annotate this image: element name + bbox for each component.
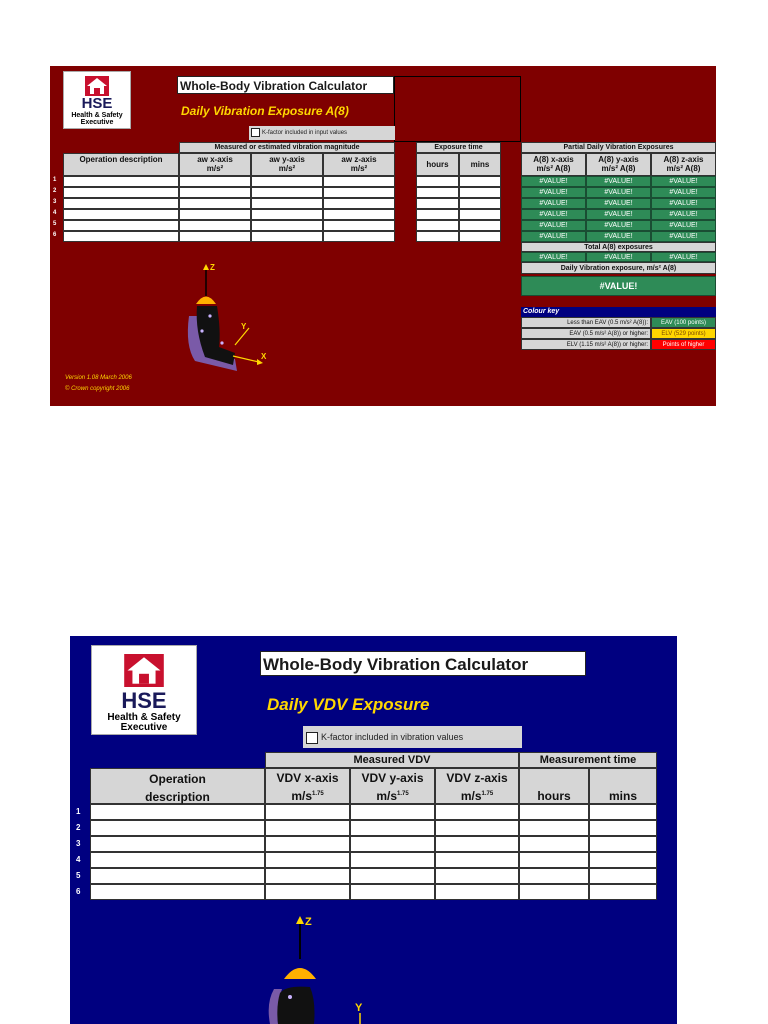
colour-key-label: Less than EAV (0.5 m/s² A(8)): — [521, 317, 651, 328]
colour-key-swatch: Points of higher — [651, 339, 716, 350]
value-input[interactable] — [435, 836, 519, 852]
merged-cell-outline — [394, 76, 521, 142]
page-title: Whole-Body Vibration Calculator — [177, 76, 394, 94]
value-input[interactable] — [350, 884, 435, 900]
col-operation-header: Operation description — [90, 768, 265, 804]
value-input[interactable] — [435, 852, 519, 868]
operation-input[interactable] — [63, 220, 179, 231]
value-input[interactable] — [323, 209, 395, 220]
value-input[interactable] — [435, 884, 519, 900]
value-input[interactable] — [519, 836, 589, 852]
value-input[interactable] — [323, 198, 395, 209]
partial-exposure-cell: #VALUE! — [586, 231, 651, 242]
partial-exposure-cell: #VALUE! — [586, 220, 651, 231]
value-input[interactable] — [459, 231, 501, 242]
kfactor-checkbox[interactable] — [303, 726, 522, 748]
value-input[interactable] — [435, 868, 519, 884]
partial-exposure-cell: #VALUE! — [651, 187, 716, 198]
operation-input[interactable] — [90, 868, 265, 884]
value-input[interactable] — [589, 836, 657, 852]
value-input[interactable] — [416, 187, 459, 198]
col-az-header: aw z-axis m/s² — [323, 153, 395, 176]
col-hours-header: hours — [519, 768, 589, 804]
value-input[interactable] — [179, 187, 251, 198]
svg-text:Y: Y — [241, 322, 247, 331]
value-input[interactable] — [265, 884, 350, 900]
value-input[interactable] — [251, 176, 323, 187]
value-input[interactable] — [251, 187, 323, 198]
value-input[interactable] — [323, 220, 395, 231]
daily-exposure-label: Daily Vibration exposure, m/s² A(8) — [521, 262, 716, 274]
partial-exposure-cell: #VALUE! — [651, 198, 716, 209]
operation-input[interactable] — [90, 804, 265, 820]
operation-input[interactable] — [90, 884, 265, 900]
row-number: 5 — [53, 221, 57, 227]
partial-exposure-cell: #VALUE! — [586, 176, 651, 187]
col-mins-header: mins — [589, 768, 657, 804]
value-input[interactable] — [179, 209, 251, 220]
value-input[interactable] — [265, 868, 350, 884]
value-input[interactable] — [416, 176, 459, 187]
value-input[interactable] — [519, 884, 589, 900]
value-input[interactable] — [251, 198, 323, 209]
row-number: 4 — [76, 855, 81, 864]
operation-input[interactable] — [63, 176, 179, 187]
value-input[interactable] — [459, 198, 501, 209]
col-ax-header: aw x-axis m/s² — [179, 153, 251, 176]
value-input[interactable] — [323, 231, 395, 242]
row-number: 2 — [53, 188, 57, 194]
value-input[interactable] — [435, 804, 519, 820]
hse-logo — [91, 645, 197, 735]
hse-name-line2: Executive — [80, 119, 114, 126]
col-a8y-header: A(8) y-axis m/s² A(8) — [586, 153, 651, 176]
row-number: 3 — [76, 839, 81, 848]
value-input[interactable] — [350, 804, 435, 820]
operation-input[interactable] — [90, 852, 265, 868]
measured-group-header: Measured VDV — [265, 752, 519, 768]
value-input[interactable] — [589, 884, 657, 900]
value-input[interactable] — [323, 187, 395, 198]
value-input[interactable] — [179, 198, 251, 209]
page-title: Whole-Body Vibration Calculator — [260, 651, 586, 676]
row-number: 1 — [76, 807, 81, 816]
svg-text:Z: Z — [305, 916, 312, 928]
page-subtitle: Daily VDV Exposure — [267, 695, 430, 714]
value-input[interactable] — [251, 209, 323, 220]
seated-operator-figure — [175, 261, 295, 371]
colour-key-label: ELV (1.15 m/s² A(8)) or higher: — [521, 339, 651, 350]
checkbox-box[interactable] — [251, 128, 260, 137]
checkbox-box[interactable] — [306, 732, 318, 744]
partial-group-header: Partial Daily Vibration Exposures — [521, 142, 716, 153]
row-number: 6 — [53, 232, 57, 238]
partial-exposure-cell: #VALUE! — [521, 198, 586, 209]
partial-exposure-cell: #VALUE! — [651, 176, 716, 187]
col-vz-header: VDV z-axis $m/s^{1.75}$ — [435, 768, 519, 804]
hse-abbr: HSE — [121, 688, 167, 713]
hse-name-line1: Health & Safety — [71, 112, 123, 119]
partial-exposure-cell: #VALUE! — [651, 220, 716, 231]
value-input[interactable] — [589, 868, 657, 884]
total-a8x: #VALUE! — [521, 252, 586, 262]
partial-exposure-cell: #VALUE! — [521, 220, 586, 231]
hse-name-line1: Health & Safety — [107, 712, 181, 723]
svg-text:Z: Z — [210, 263, 215, 272]
value-input[interactable] — [519, 820, 589, 836]
partial-exposure-cell: #VALUE! — [521, 187, 586, 198]
col-a8z-header: A(8) z-axis m/s² A(8) — [651, 153, 716, 176]
value-input[interactable] — [459, 176, 501, 187]
value-input[interactable] — [519, 804, 589, 820]
value-input[interactable] — [416, 220, 459, 231]
value-input[interactable] — [265, 804, 350, 820]
copyright-text: © Crown copyright 2006 — [65, 386, 130, 392]
value-input[interactable] — [416, 231, 459, 242]
value-input[interactable] — [589, 852, 657, 868]
kfactor-label: K-factor included in vibration values — [321, 732, 464, 742]
partial-exposure-cell: #VALUE! — [521, 176, 586, 187]
col-mins-header: mins — [459, 153, 501, 176]
col-vx-header: VDV x-axis $m/s^{1.75}$ — [265, 768, 350, 804]
svg-text:X: X — [261, 352, 267, 361]
value-input[interactable] — [519, 868, 589, 884]
operation-input[interactable] — [63, 209, 179, 220]
row-number: 4 — [53, 210, 57, 216]
partial-exposure-cell: #VALUE! — [586, 209, 651, 220]
value-input[interactable] — [459, 209, 501, 220]
row-number: 2 — [76, 823, 81, 832]
kfactor-checkbox[interactable] — [249, 126, 395, 140]
col-ay-header: aw y-axis m/s² — [251, 153, 323, 176]
row-number: 3 — [53, 199, 57, 205]
operation-input[interactable] — [90, 836, 265, 852]
hse-abbr: HSE — [81, 95, 113, 112]
total-a8y: #VALUE! — [586, 252, 651, 262]
seated-operator-figure — [260, 911, 410, 1024]
col-vy-header: VDV y-axis $m/s^{1.75}$ — [350, 768, 435, 804]
col-a8x-header: A(8) x-axis m/s² A(8) — [521, 153, 586, 176]
value-input[interactable] — [179, 231, 251, 242]
total-a8z: #VALUE! — [651, 252, 716, 262]
value-input[interactable] — [519, 852, 589, 868]
value-input[interactable] — [265, 852, 350, 868]
operation-input[interactable] — [63, 231, 179, 242]
value-input[interactable] — [589, 804, 657, 820]
hse-logo — [63, 71, 131, 129]
row-number: 1 — [53, 177, 57, 183]
value-input[interactable] — [323, 176, 395, 187]
value-input[interactable] — [350, 868, 435, 884]
operation-input[interactable] — [63, 187, 179, 198]
value-input[interactable] — [350, 836, 435, 852]
exposure-group-header: Exposure time — [416, 142, 501, 153]
colour-key-swatch: EAV (100 points) — [651, 317, 716, 328]
value-input[interactable] — [589, 820, 657, 836]
colour-key-title: Colour key — [521, 307, 716, 317]
value-input[interactable] — [179, 220, 251, 231]
partial-exposure-cell: #VALUE! — [586, 198, 651, 209]
partial-exposure-cell: #VALUE! — [651, 209, 716, 220]
partial-exposure-cell: #VALUE! — [586, 187, 651, 198]
page-subtitle: Daily Vibration Exposure A(8) — [181, 104, 349, 118]
value-input[interactable] — [416, 209, 459, 220]
version-text: Version 1.08 March 2006 — [65, 375, 132, 381]
value-input[interactable] — [350, 852, 435, 868]
value-input[interactable] — [416, 198, 459, 209]
kfactor-label: K-factor included in input values — [262, 130, 348, 136]
partial-exposure-cell: #VALUE! — [521, 231, 586, 242]
vibration-calculator-panel — [50, 66, 716, 406]
value-input[interactable] — [179, 176, 251, 187]
partial-exposure-cell: #VALUE! — [521, 209, 586, 220]
value-input[interactable] — [459, 187, 501, 198]
value-input[interactable] — [265, 836, 350, 852]
measured-group-header: Measured or estimated vibration magnitude — [179, 142, 395, 153]
hse-name-line2: Executive — [120, 722, 168, 733]
col-hours-header: hours — [416, 153, 459, 176]
row-number: 5 — [76, 871, 81, 880]
colour-key-label: EAV (0.5 m/s² A(8)) or higher: — [521, 328, 651, 339]
col-operation-header: Operation description — [63, 153, 179, 176]
value-input[interactable] — [251, 220, 323, 231]
row-number: 6 — [76, 887, 81, 896]
value-input[interactable] — [265, 820, 350, 836]
hse-emblem-icon — [124, 654, 164, 687]
operation-input[interactable] — [63, 198, 179, 209]
svg-text:Y: Y — [355, 1002, 363, 1014]
colour-key-swatch: ELV (529 points) — [651, 328, 716, 339]
daily-exposure-value: #VALUE! — [521, 276, 716, 296]
partial-exposure-cell: #VALUE! — [651, 231, 716, 242]
value-input[interactable] — [435, 820, 519, 836]
operation-input[interactable] — [90, 820, 265, 836]
value-input[interactable] — [350, 820, 435, 836]
vdv-calculator-panel — [70, 636, 677, 1024]
total-label: Total A(8) exposures — [521, 242, 716, 252]
measurement-time-header: Measurement time — [519, 752, 657, 768]
value-input[interactable] — [459, 220, 501, 231]
value-input[interactable] — [251, 231, 323, 242]
hse-emblem-icon — [85, 76, 109, 96]
